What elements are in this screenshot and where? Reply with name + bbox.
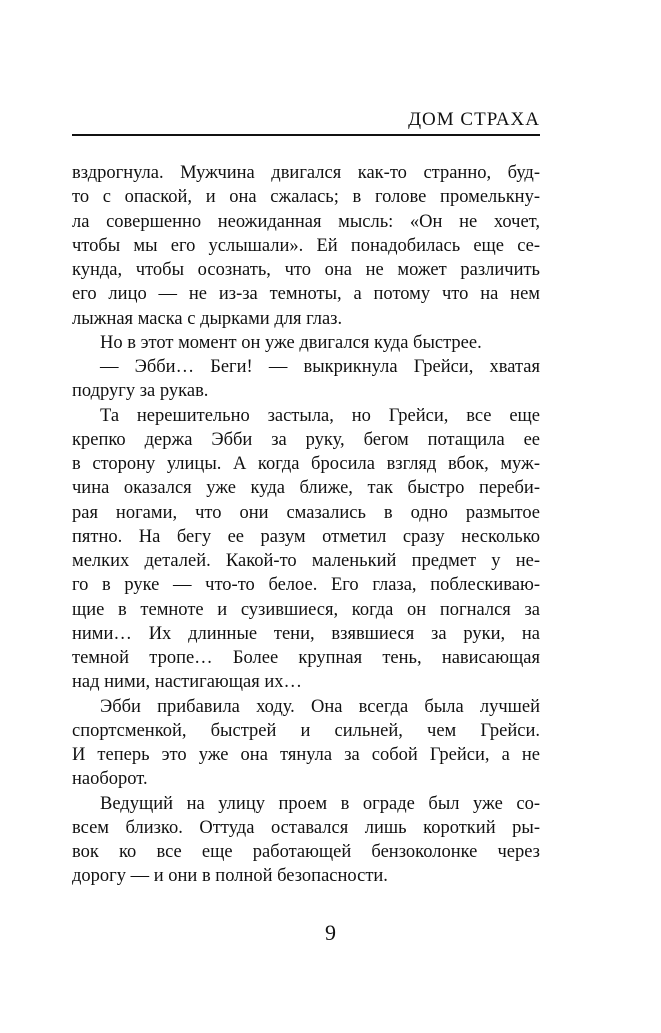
body-text xyxy=(72,161,540,889)
text-line: наоборот. xyxy=(72,769,148,790)
text-line: чтобы мы его услышали». Ей понадобилась еще се- xyxy=(72,235,540,256)
text-line: дорогу — и они в полной безопасности. xyxy=(72,866,388,887)
page-number: 9 xyxy=(325,920,336,945)
text-line: вок ко все еще работающей бензоколонке через xyxy=(72,842,540,862)
text-line: го в руке — что-то белое. Его глаза, поблескиваю- xyxy=(72,575,540,596)
text-line: в сторону улицы. А когда бросила взгляд вбок, муж- xyxy=(72,454,540,474)
text-line: Ведущий на улицу проем в ограде был уже со- xyxy=(100,793,540,814)
text-line: всем близко. Оттуда оставался лишь короткий ры- xyxy=(72,817,540,838)
text-line: чина оказался уже куда ближе, так быстро переби- xyxy=(72,478,540,499)
text-line: над ними, настигающая их… xyxy=(72,672,302,693)
text-line: кунда, чтобы осознать, что она не может различить xyxy=(72,260,540,280)
text-line: Та нерешительно застыла, но Грейси, все еще xyxy=(100,405,540,426)
text-line: мелких деталей. Какой-то маленький предмет у не- xyxy=(72,551,540,571)
text-line: ла совершенно неожиданная мысль: «Он не хочет, xyxy=(72,211,540,232)
text-line: Но в этот момент он уже двигался куда быстрее. xyxy=(100,332,482,353)
text-line: темной тропе… Более крупная тень, нависающая xyxy=(72,648,540,668)
text-line: — Эбби… Беги! — выкрикнула Грейси, хватая xyxy=(100,357,540,377)
text-line: вздрогнула. Мужчина двигался как-то странно, буд- xyxy=(72,163,540,183)
text-line: то с опаской, и она сжалась; в голове промелькну- xyxy=(72,187,540,208)
text-line: ними… Их длинные тени, взявшиеся за руки, на xyxy=(72,623,540,644)
text-line: пятно. На бегу ее разум отметил сразу несколько xyxy=(72,526,540,547)
running-head xyxy=(72,108,540,136)
text-line: его лицо — не из-за темноты, а потому что на нем xyxy=(72,284,540,305)
text-line: щие в темноте и сузившиеся, когда он погнался за xyxy=(72,599,540,620)
running-head-title: ДОМ СТРАХА xyxy=(408,109,540,130)
text-line: лыжная маска с дырками для глаз. xyxy=(72,308,343,329)
text-line: подругу за рукав. xyxy=(72,381,209,402)
text-line: крепко держа Эбби за руку, бегом потащила ее xyxy=(72,429,540,450)
text-line: Эбби прибавила ходу. Она всегда была лучшей xyxy=(100,696,540,717)
text-line: И теперь это уже она тянула за собой Грейси, а не xyxy=(72,745,540,765)
text-line: спортсменкой, быстрей и сильней, чем Грейси. xyxy=(72,720,540,741)
text-line: рая ногами, что они смазались в одно размытое xyxy=(72,502,540,523)
